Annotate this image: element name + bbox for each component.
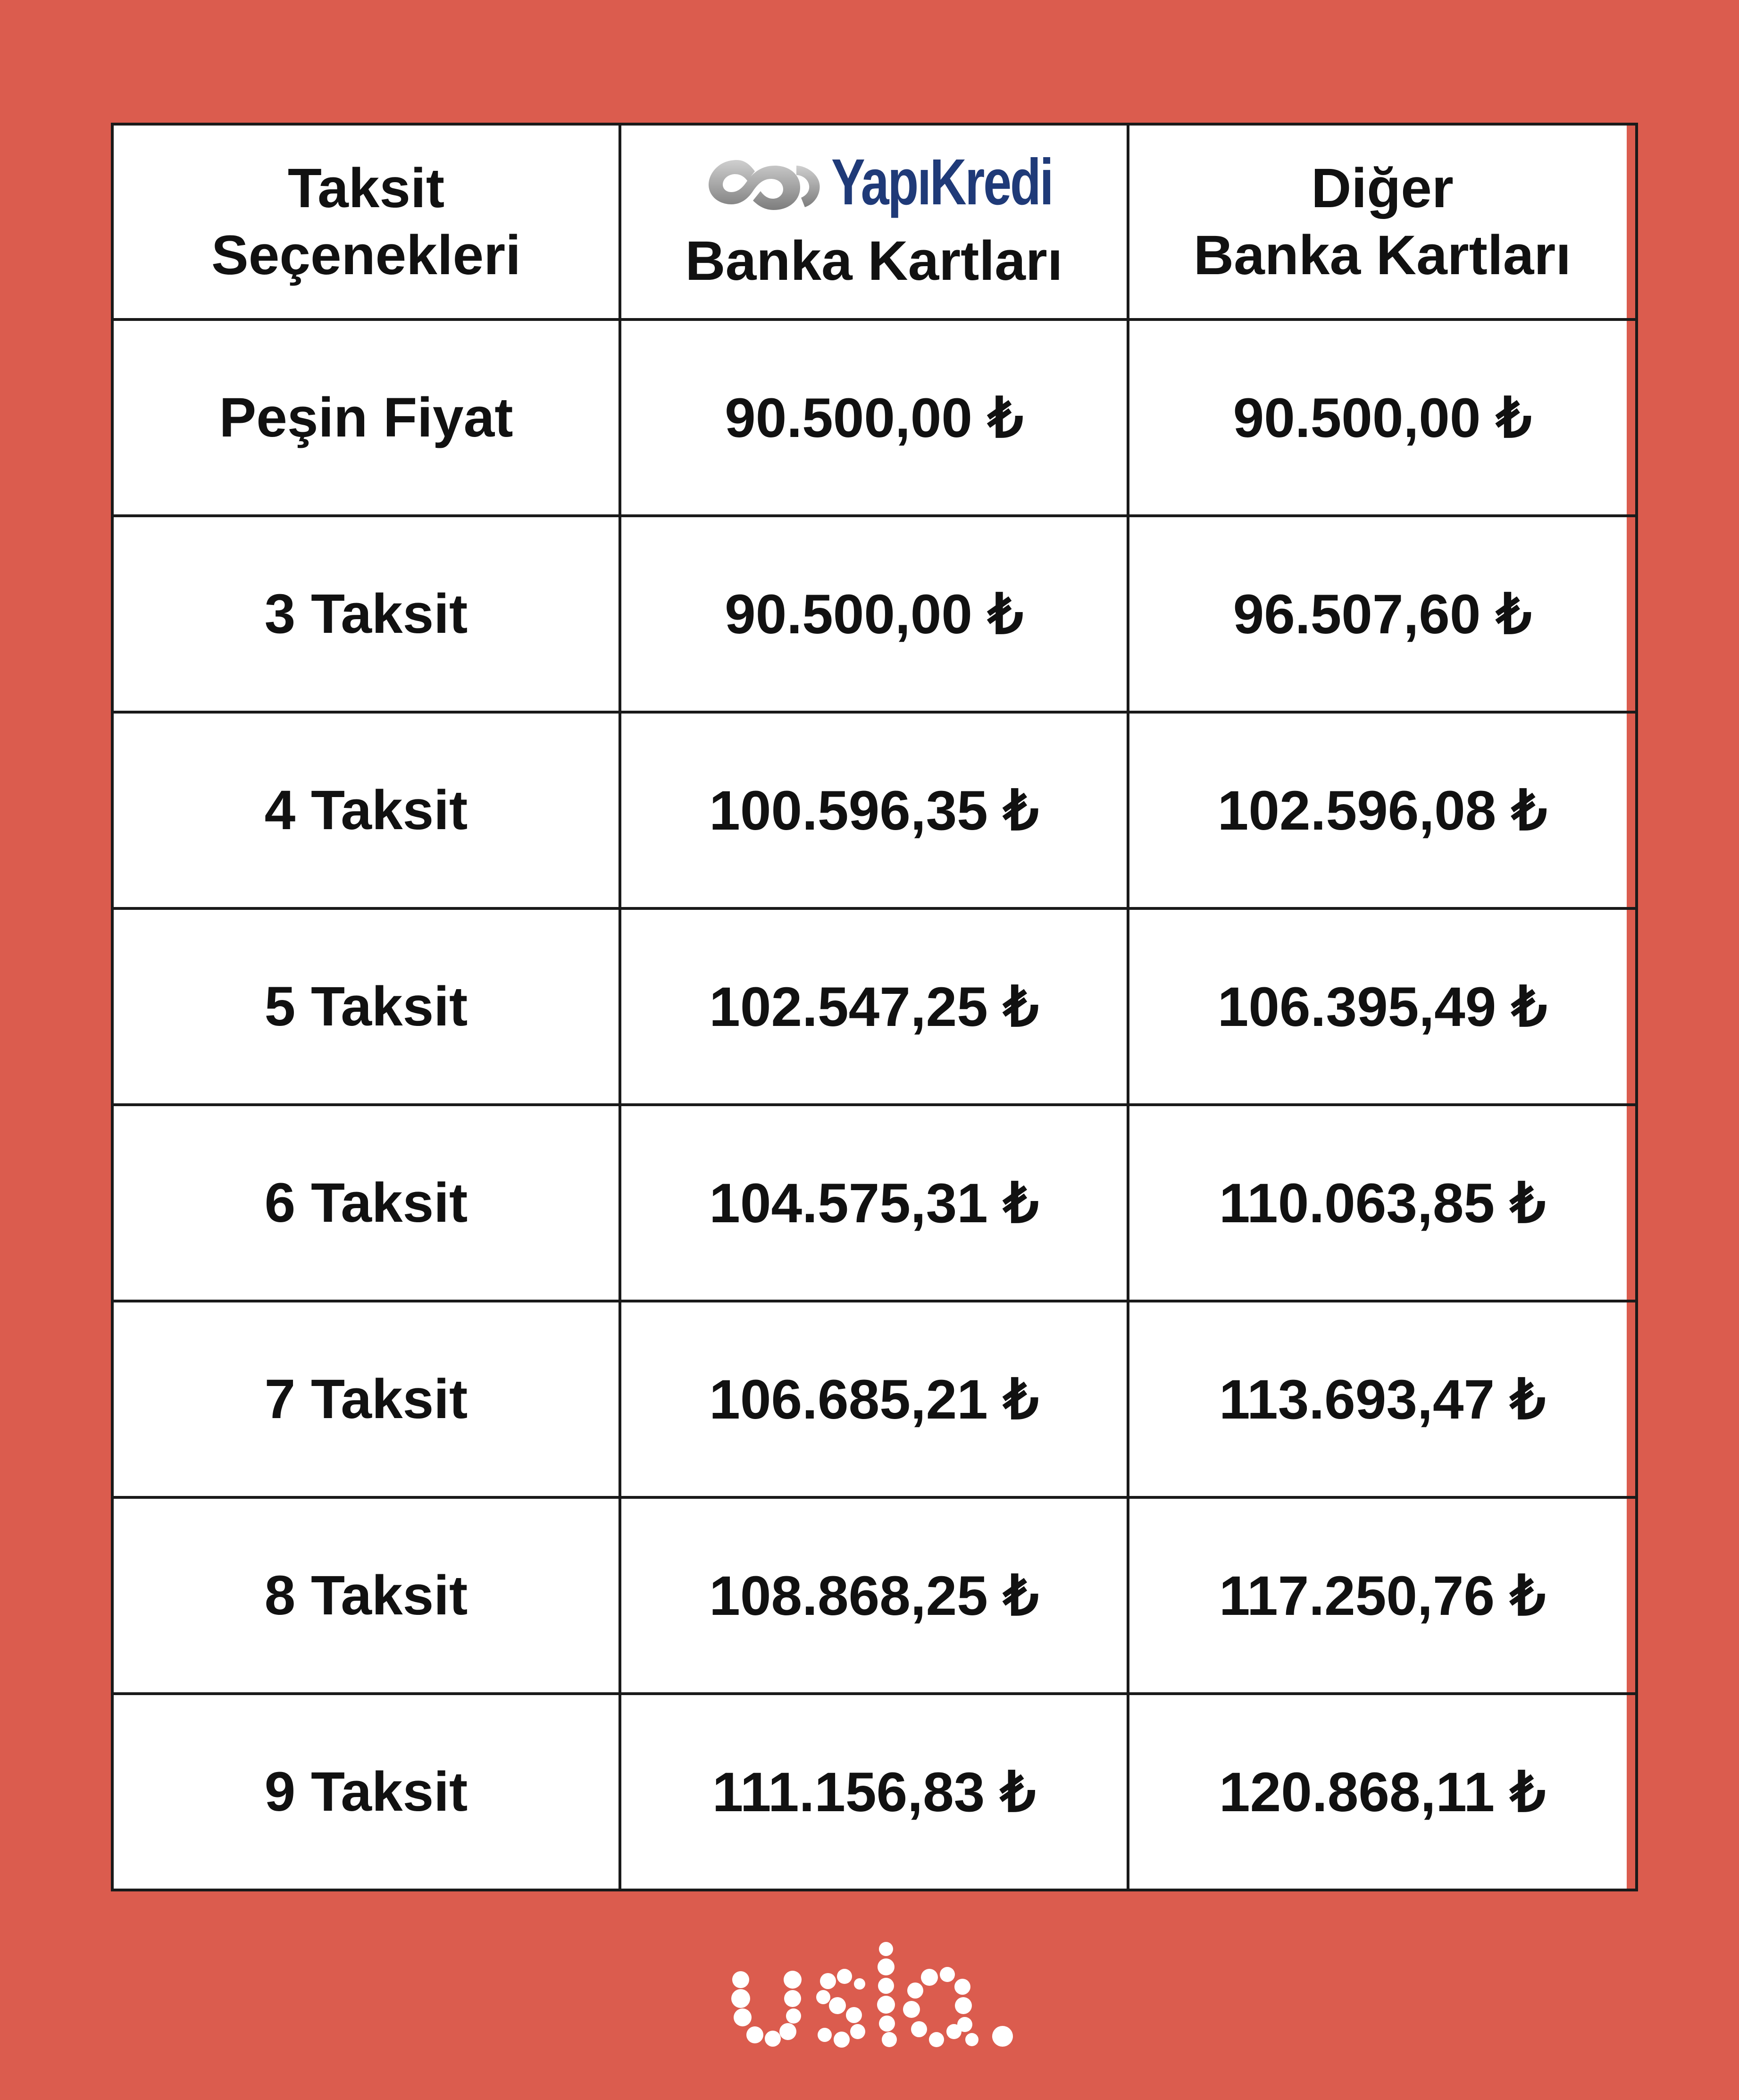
header-col1-line1: Taksit xyxy=(287,157,445,219)
table-row xyxy=(112,1105,1637,1301)
other-bank-price-cell: 106.395,49 ₺ xyxy=(1128,908,1637,1105)
table-row xyxy=(112,1301,1637,1497)
other-bank-price-cell: 90.500,00 ₺ xyxy=(1128,319,1637,516)
usla-logo-icon xyxy=(722,1935,1014,2053)
table-row xyxy=(112,516,1637,712)
table-row xyxy=(112,1497,1637,1694)
yapikredi-price-cell: 111.156,83 ₺ xyxy=(620,1694,1128,1890)
yapikredi-logo-text: YapıKredi xyxy=(831,145,1053,218)
installment-option-cell: 3 Taksit xyxy=(112,516,620,712)
other-bank-price-cell: 120.868,11 ₺ xyxy=(1128,1694,1637,1890)
other-bank-price-cell: 117.250,76 ₺ xyxy=(1128,1497,1637,1694)
header-col3-line1: Diğer xyxy=(1311,157,1454,219)
yapikredi-emblem-icon xyxy=(704,151,827,213)
table-row xyxy=(112,1694,1637,1890)
yapikredi-logo xyxy=(704,145,1053,218)
table-row xyxy=(112,908,1637,1105)
installment-table xyxy=(111,123,1638,1891)
other-bank-price-cell: 96.507,60 ₺ xyxy=(1128,516,1637,712)
installment-option-cell: 6 Taksit xyxy=(112,1105,620,1301)
yapikredi-price-cell: 106.685,21 ₺ xyxy=(620,1301,1128,1497)
yapikredi-price-cell: 108.868,25 ₺ xyxy=(620,1497,1128,1694)
yapikredi-price-cell: 90.500,00 ₺ xyxy=(620,516,1128,712)
installment-option-cell: 4 Taksit xyxy=(112,712,620,908)
yapikredi-price-cell: 90.500,00 ₺ xyxy=(620,319,1128,516)
other-bank-price-cell: 113.693,47 ₺ xyxy=(1128,1301,1637,1497)
yapikredi-price-cell: 104.575,31 ₺ xyxy=(620,1105,1128,1301)
yapikredi-price-cell: 102.547,25 ₺ xyxy=(620,908,1128,1105)
installment-option-cell: 9 Taksit xyxy=(112,1694,620,1890)
header-other-bank-cards xyxy=(1128,124,1637,319)
other-bank-price-cell: 102.596,08 ₺ xyxy=(1128,712,1637,908)
usla-logo xyxy=(722,1935,1014,2053)
installment-option-cell: 5 Taksit xyxy=(112,908,620,1105)
installment-table-container xyxy=(111,123,1627,1891)
header-installment-options xyxy=(112,124,620,319)
header-col2-line2: Banka Kartları xyxy=(685,229,1063,292)
table-row xyxy=(112,319,1637,516)
other-bank-price-cell: 110.063,85 ₺ xyxy=(1128,1105,1637,1301)
table-row xyxy=(112,712,1637,908)
installment-option-cell: 7 Taksit xyxy=(112,1301,620,1497)
table-header-row xyxy=(112,124,1637,319)
header-yapikredi-cards xyxy=(620,124,1128,319)
installment-option-cell: 8 Taksit xyxy=(112,1497,620,1694)
header-col3-line2: Banka Kartları xyxy=(1193,224,1572,286)
installment-option-cell: Peşin Fiyat xyxy=(112,319,620,516)
header-col1-line2: Seçenekleri xyxy=(211,224,521,286)
yapikredi-price-cell: 100.596,35 ₺ xyxy=(620,712,1128,908)
